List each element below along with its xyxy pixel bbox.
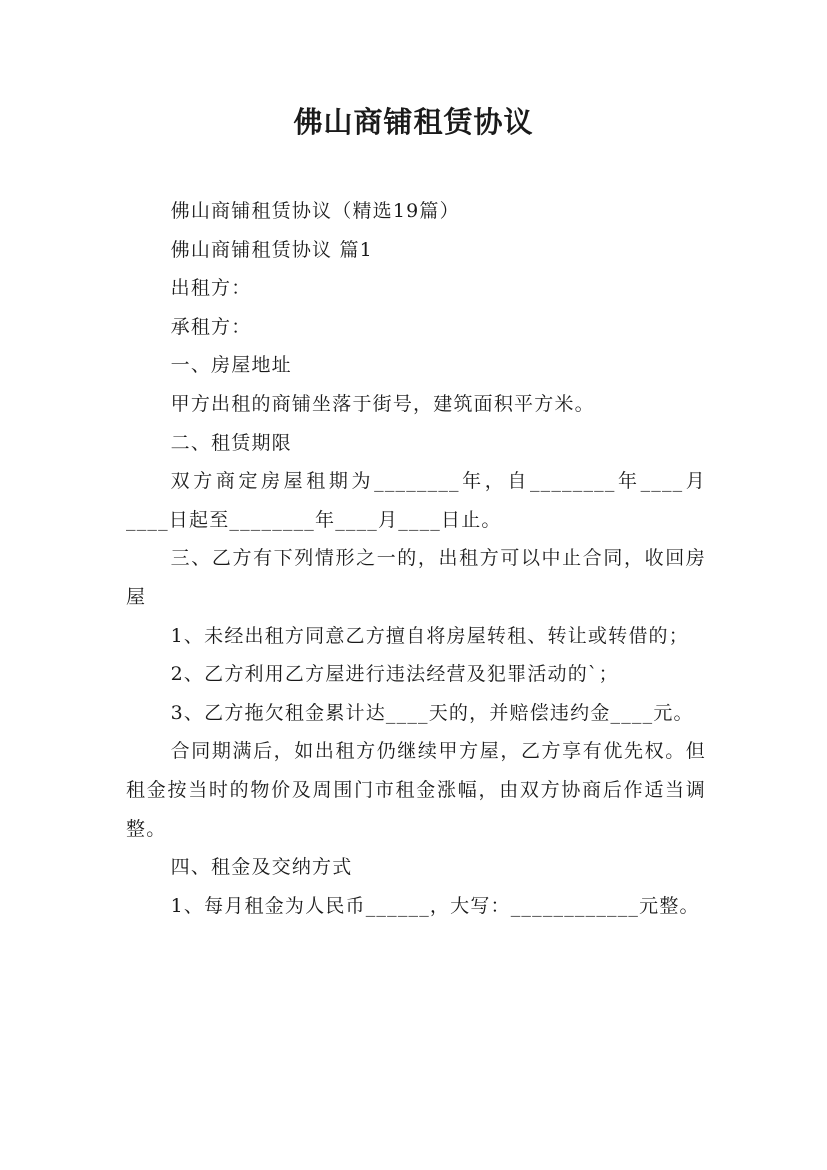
paragraph-lessor: 出租方： [170,277,252,300]
paragraph-heading-termination: 三、乙方有下列情形之一的，出租方可以中止合同，收回房屋 [126,547,706,608]
document-title: 佛山商铺租赁协议 [293,105,534,139]
document-body [126,192,706,925]
paragraph-item-2: 2、乙方利用乙方屋进行违法经营及犯罪活动的`； [170,663,619,686]
paragraph-lessee: 承租方： [170,315,252,338]
paragraph-item-1: 1、未经出租方同意乙方擅自将房屋转租、转让或转借的； [170,624,689,647]
paragraph-heading-term: 二、租赁期限 [170,431,292,454]
paragraph-heading-address: 一、房屋地址 [170,354,292,377]
paragraph-heading-rent: 四、租金及交纳方式 [170,856,353,879]
paragraph-subtitle: 佛山商铺租赁协议（精选19篇） [170,200,460,222]
paragraph-item-3: 3、乙方拖欠租金累计达____天的，并赔偿违约金____元。 [170,701,694,724]
paragraph-rent-amount: 1、每月租金为人民币______，大写：____________元整。 [170,894,700,917]
paragraph-renewal: 合同期满后，如出租方仍继续甲方屋，乙方享有优先权。但租金按当时的物价及周围门市租金涨幅，由双方协商后作适当调整。 [126,740,706,840]
paragraph-address: 甲方出租的商铺坐落于街号，建筑面积平方米。 [170,392,595,415]
paragraph-section-heading: 佛山商铺租赁协议 篇1 [170,238,373,261]
paragraph-term: 双方商定房屋租期为________年，自________年____月____日起至________年____月____日止。 [126,470,706,531]
